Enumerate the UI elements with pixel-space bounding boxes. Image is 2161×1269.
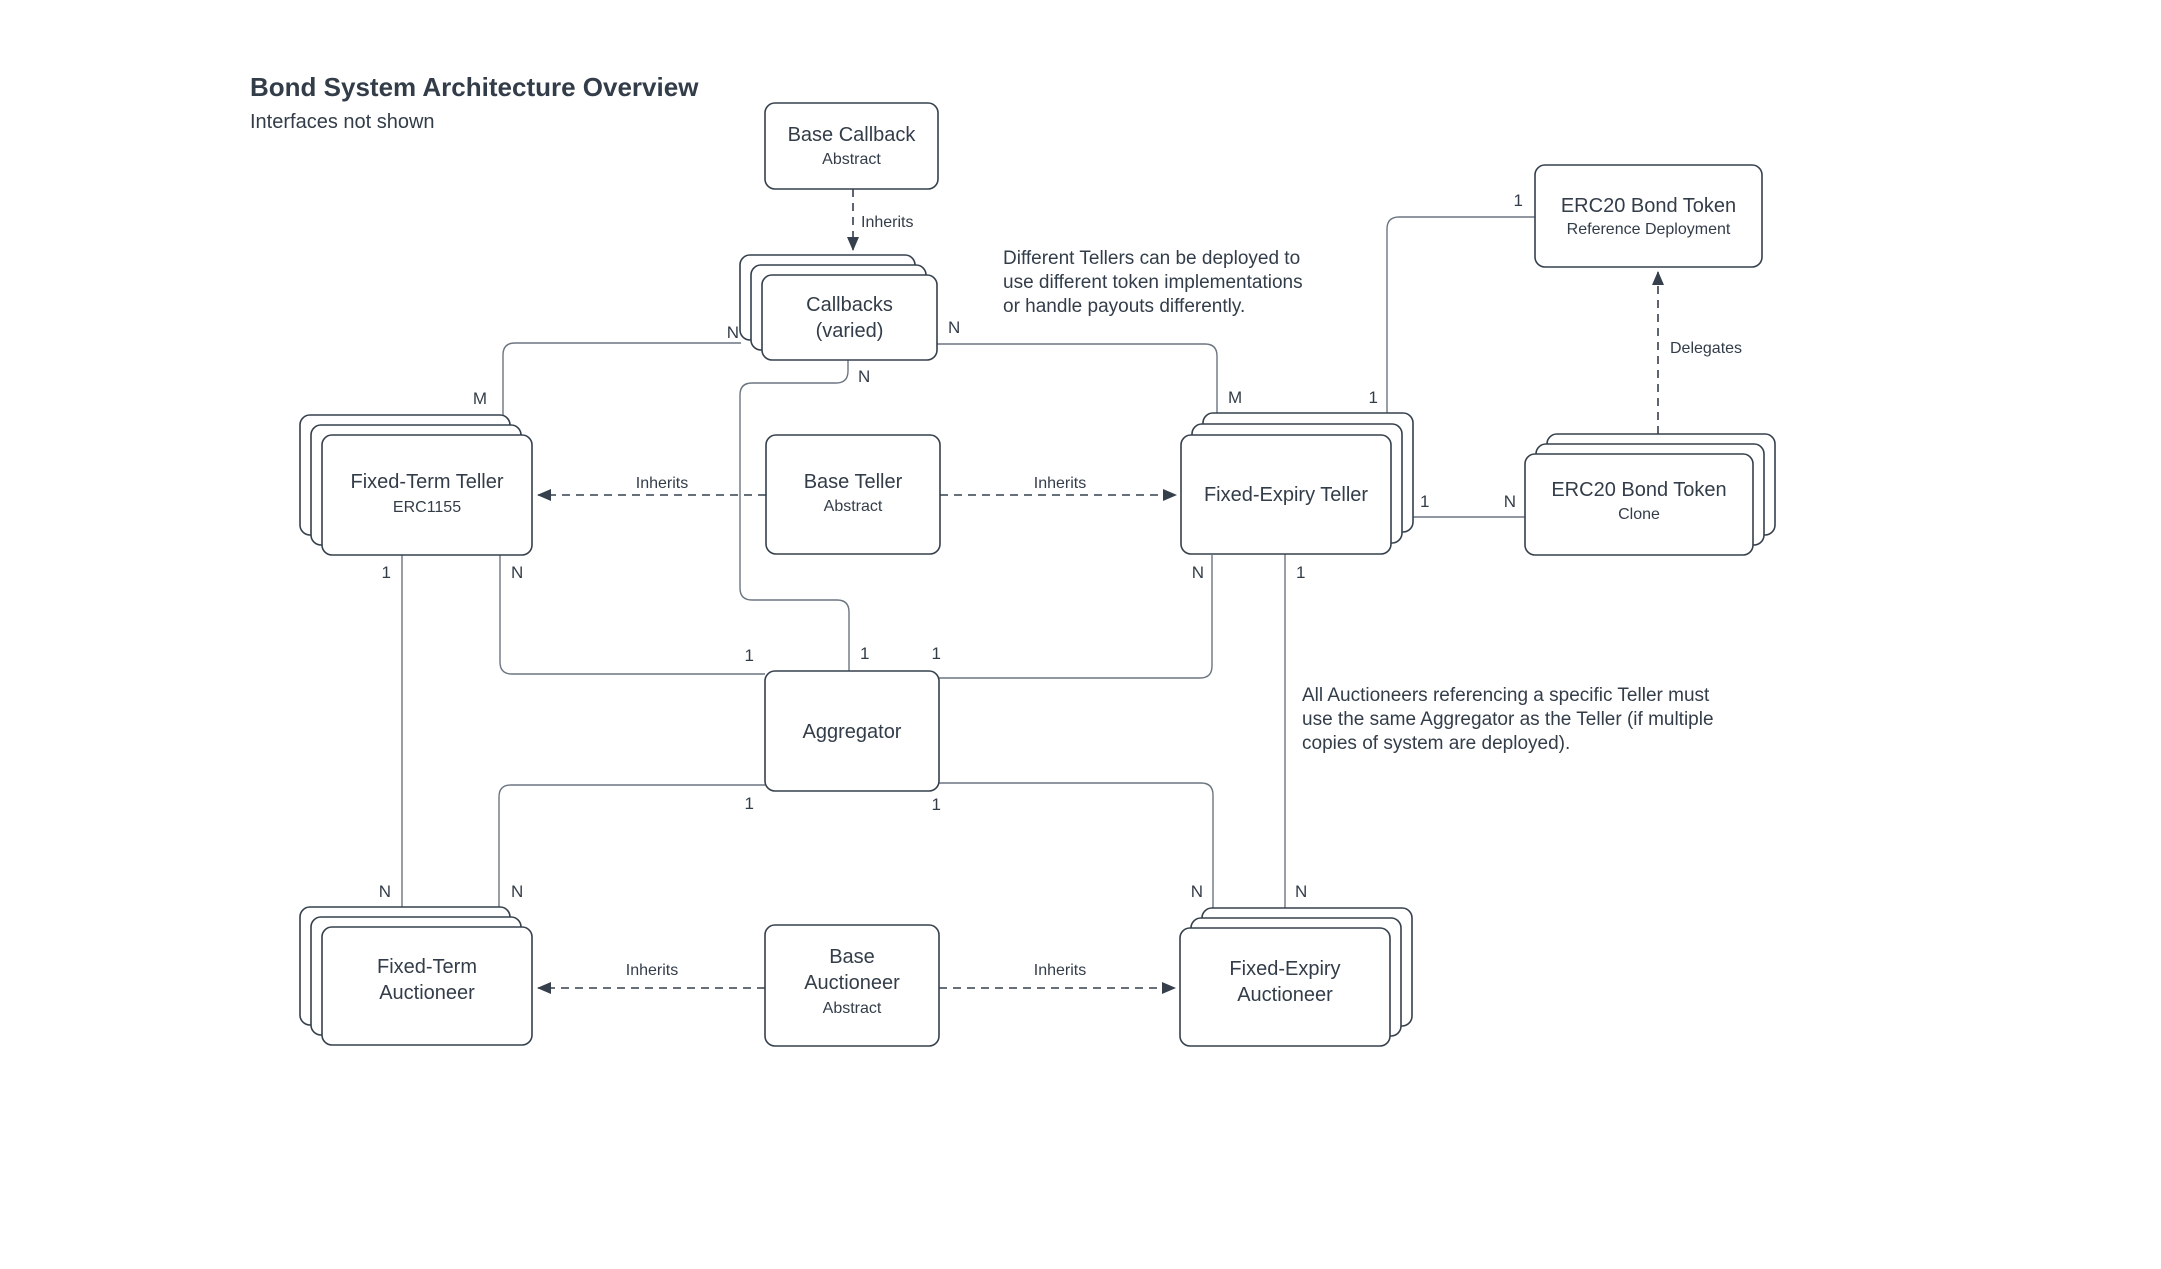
node-label: Fixed-Expiry Teller (1203, 484, 1369, 506)
cardinality-aggregator-right-top: 1 (931, 644, 941, 663)
cardinality-aggregator-right-bottom: 1 (931, 795, 941, 814)
node-fixed-expiry-teller-stack (1181, 413, 1413, 554)
edge-label-delegates: Delegates (1670, 340, 1743, 357)
node-label: Base (829, 946, 875, 968)
node-sublabel: Clone (1618, 506, 1660, 523)
stack-layer-front (762, 275, 937, 360)
page-title: Bond System Architecture Overview (250, 72, 699, 102)
cardinality-aggregator-left-top: 1 (744, 646, 754, 665)
node-base-teller (766, 435, 940, 554)
cardinality-fixed-expiry-teller-bottom-1: 1 (1296, 563, 1306, 582)
cardinality-fixed-expiry-teller-top-1: 1 (1368, 388, 1378, 407)
node-label: ERC20 Bond Token (1551, 479, 1727, 501)
node-label2: (varied) (815, 320, 884, 342)
cardinality-clone-link-1: 1 (1420, 492, 1430, 511)
edge-callbacks-to-fixed-expiry-teller (937, 344, 1217, 413)
stack-layer-front (322, 435, 532, 555)
cardinality-aggregator-top: 1 (860, 644, 870, 663)
node-fixed-term-teller-stack (300, 415, 532, 555)
node-sublabel: ERC1155 (392, 499, 462, 516)
node-sublabel: Abstract (822, 151, 881, 168)
edge-aggregator-to-fixed-expiry-auctioneer (939, 783, 1213, 908)
edge-label-inherits-teller-left: Inherits (635, 475, 689, 492)
cardinality-fixed-expiry-teller-top-m: M (1228, 388, 1243, 407)
cardinality-fixed-term-auctioneer-top-left: N (378, 882, 391, 901)
note-line: Different Tellers can be deployed to (1003, 248, 1301, 269)
edge-aggregator-to-fixed-term-auctioneer (499, 785, 765, 907)
edge-fixed-expiry-teller-to-erc20-ref (1387, 217, 1535, 413)
note-line: All Auctioneers referencing a specific Teller must (1302, 685, 1710, 706)
node-sublabel: Abstract (822, 1000, 882, 1017)
edge-label-inherits-teller-right: Inherits (1033, 475, 1087, 492)
cardinality-callbacks-left: N (726, 323, 739, 342)
note-line: copies of system are deployed). (1302, 733, 1571, 754)
edge-callbacks-to-fixed-term-teller (503, 343, 741, 415)
cardinality-fixed-expiry-auctioneer-top-right: N (1295, 882, 1308, 901)
node-label: ERC20 Bond Token (1560, 195, 1737, 217)
cardinality-fixed-expiry-teller-bottom-n: N (1191, 563, 1204, 582)
cardinality-fixed-term-teller-bottom-1: 1 (381, 563, 391, 582)
stack-layer-front (1525, 454, 1753, 555)
note-line: use the same Aggregator as the Teller (if multiple (1302, 709, 1714, 730)
cardinality-callbacks-bottom: N (858, 367, 871, 386)
edge-label-inherits-auctioneer-right: Inherits (1033, 962, 1087, 979)
node-label: Fixed-Term (376, 956, 478, 978)
note-auctioneers (1302, 685, 1714, 754)
node-label: Fixed-Term Teller (350, 471, 504, 493)
edge-aggregator-to-fixed-expiry-teller (939, 555, 1212, 678)
node-callbacks-stack (740, 255, 937, 360)
node-label: Callbacks (806, 294, 893, 316)
node-label: Fixed-Expiry (1229, 958, 1341, 980)
node-label2: Auctioneer (1237, 984, 1333, 1006)
note-tellers (1003, 248, 1303, 317)
cardinality-fixed-term-teller-bottom-n: N (511, 563, 524, 582)
page-subtitle: Interfaces not shown (250, 111, 435, 133)
edge-label-inherits-callback: Inherits (861, 214, 914, 231)
node-erc20-bond-token-reference (1535, 165, 1762, 267)
node-base-callback (765, 103, 938, 189)
node-fixed-term-auctioneer-stack (300, 907, 532, 1045)
node-label: Base Teller (803, 471, 903, 493)
cardinality-fixed-expiry-auctioneer-top-left: N (1190, 882, 1203, 901)
edge-label-inherits-auctioneer-left: Inherits (625, 962, 679, 979)
note-line: use different token implementations (1003, 272, 1303, 293)
node-aggregator (765, 671, 939, 791)
cardinality-erc20-ref: 1 (1513, 191, 1523, 210)
cardinality-fixed-term-teller-top: M (472, 389, 487, 408)
node-erc20-bond-token-clone-stack (1525, 434, 1775, 555)
node-label2: Auctioneer (804, 972, 900, 994)
node-base-auctioneer (765, 925, 939, 1046)
edge-fixed-term-teller-to-aggregator (500, 555, 765, 674)
node-label: Aggregator (802, 721, 902, 743)
node-sublabel: Reference Deployment (1566, 221, 1731, 238)
node-label: Base Callback (787, 124, 916, 146)
cardinality-fixed-term-auctioneer-top-right: N (511, 882, 524, 901)
cardinality-callbacks-right: N (948, 318, 961, 337)
note-line: or handle payouts differently. (1003, 296, 1246, 317)
node-label2: Auctioneer (379, 982, 475, 1004)
node-fixed-expiry-auctioneer-stack (1180, 908, 1412, 1046)
cardinality-aggregator-left-bottom: 1 (744, 794, 754, 813)
cardinality-clone-link-n: N (1503, 492, 1516, 511)
node-sublabel: Abstract (823, 498, 883, 515)
